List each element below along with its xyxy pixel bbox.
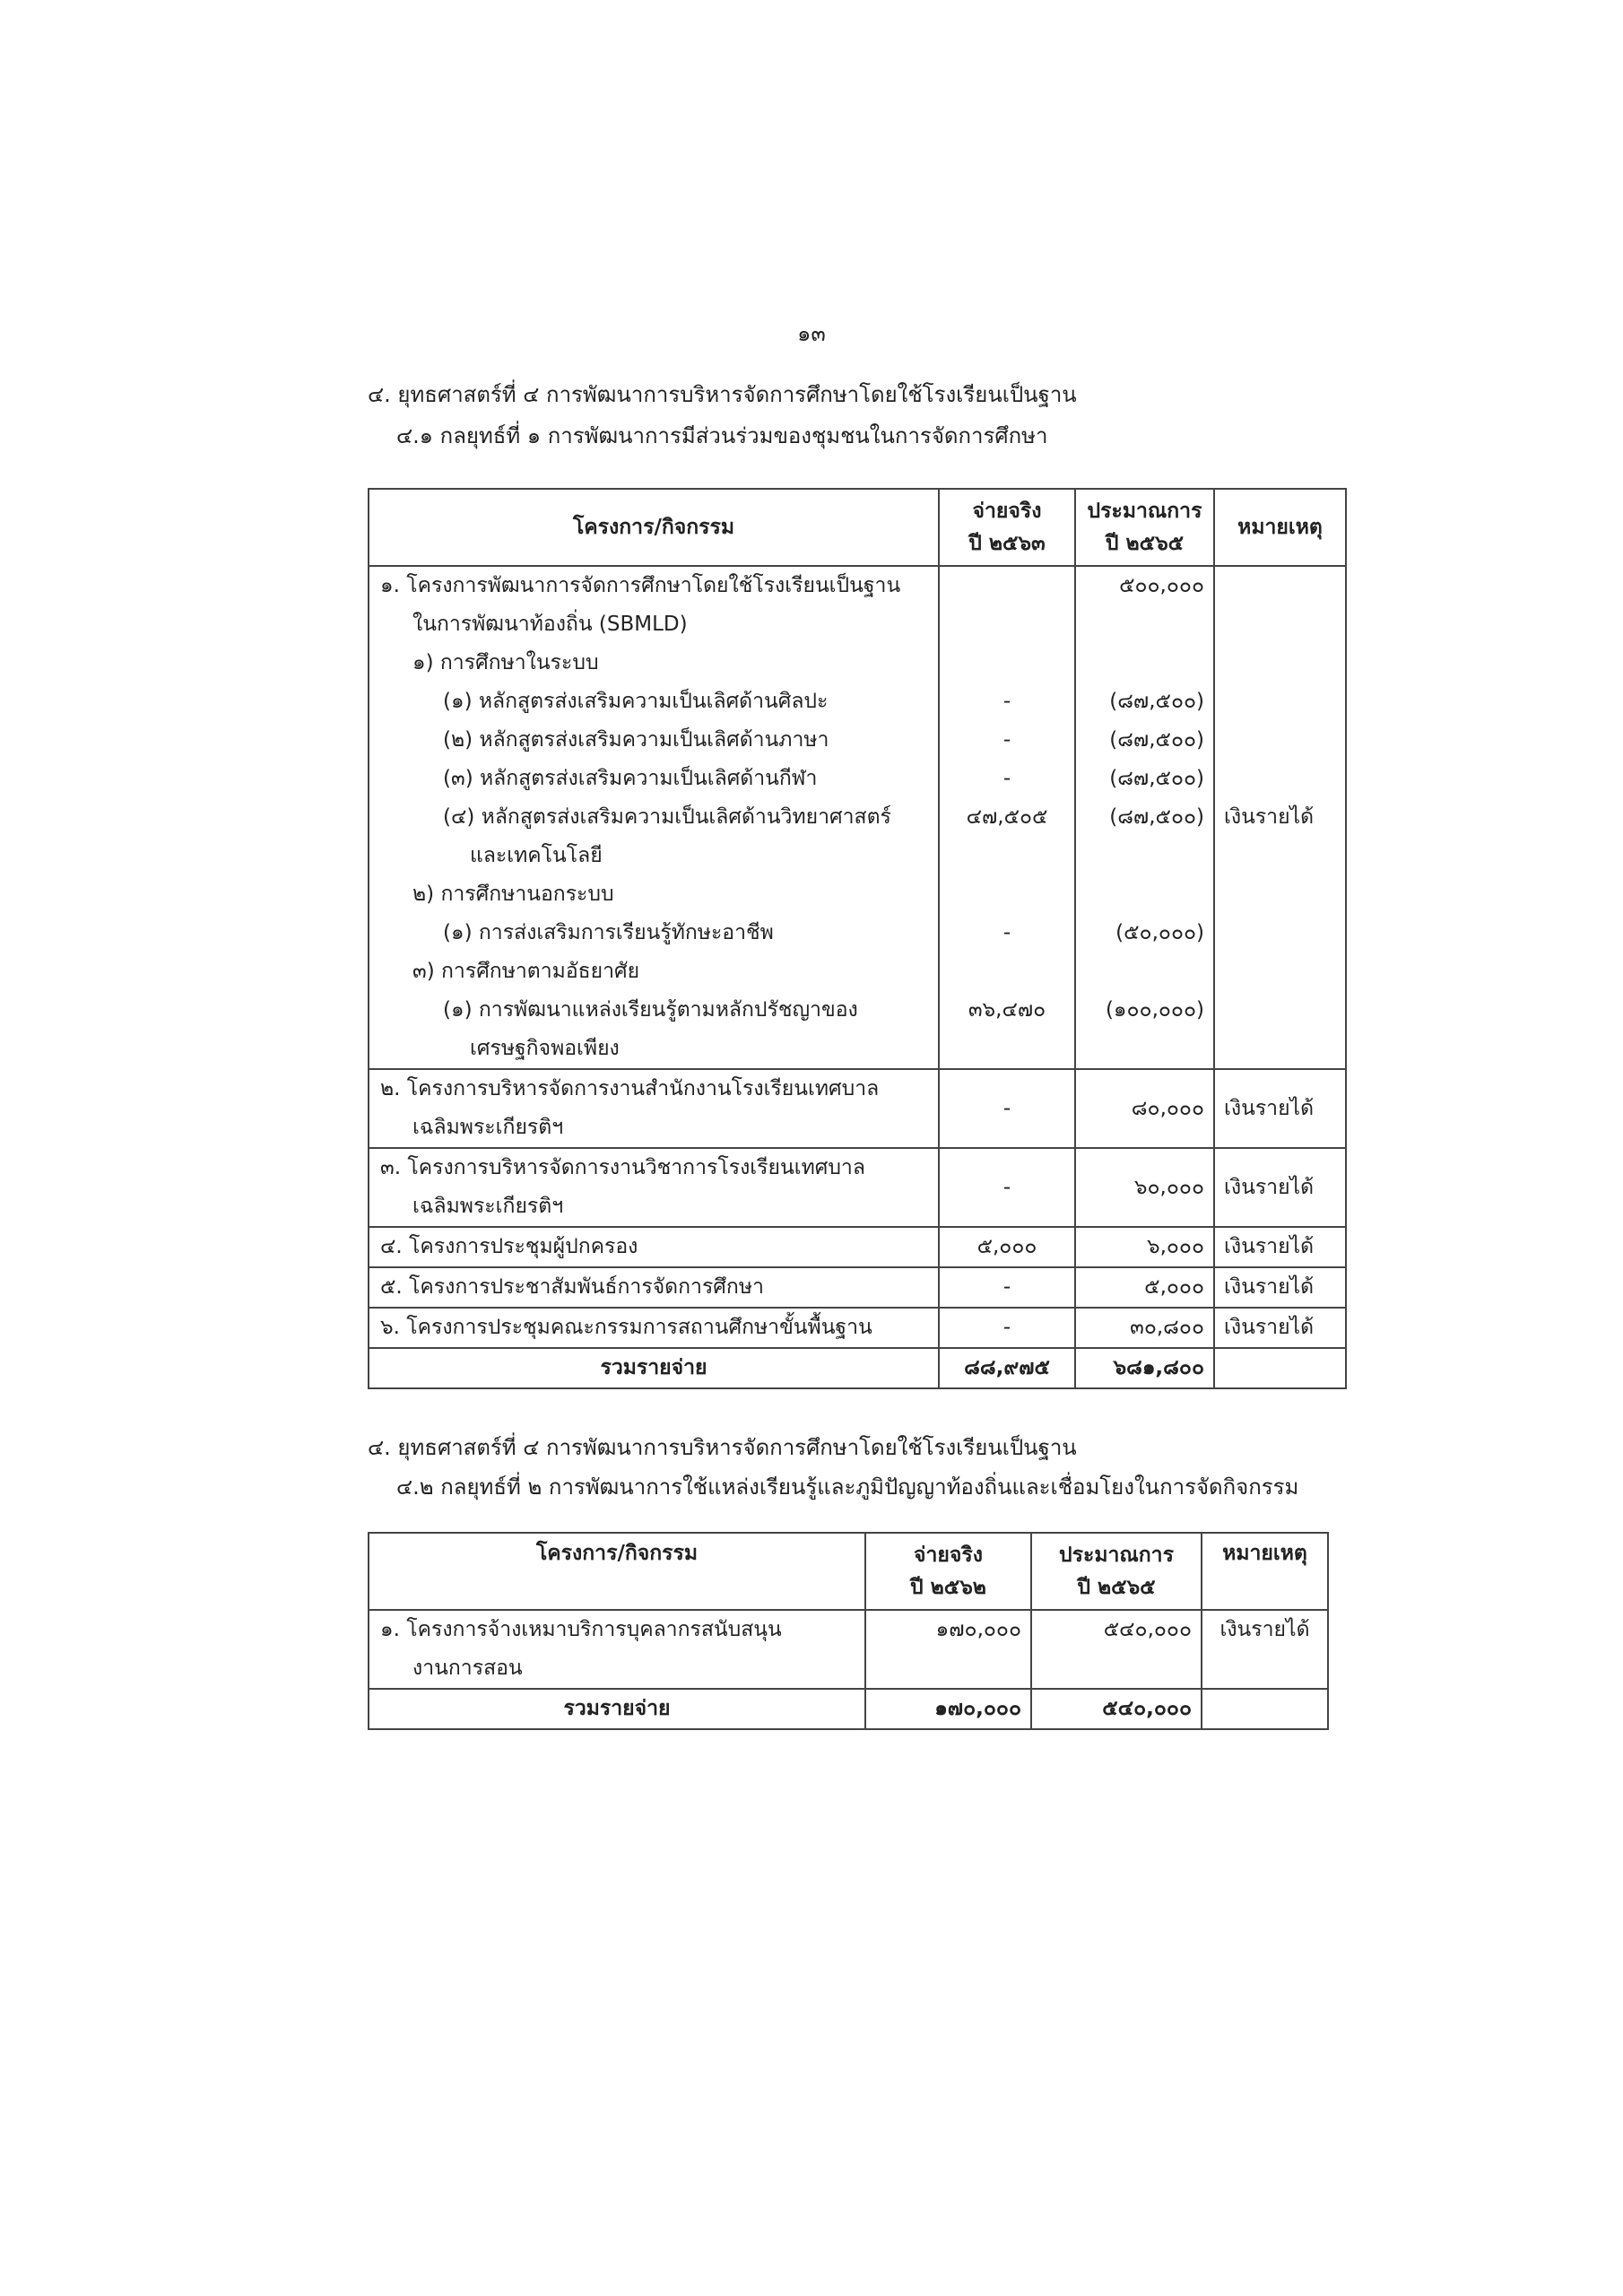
section2-subheading: ๔.๒ กลยุทธ์ที่ ๒ การพัฒนาการใช้แหล่งเรียนรู้และภูมิปัญญาท้องถิ่นและเชื่อมโยงในการจัดกิจกรรม xyxy=(396,1474,1299,1500)
header-estimate xyxy=(1075,489,1214,566)
project-4-estimate xyxy=(1075,1227,1214,1267)
actual-value: ๕,๐๐๐ xyxy=(976,1235,1037,1258)
actual-value xyxy=(940,837,1074,875)
remark-value xyxy=(1224,952,1345,991)
project-3-estimate xyxy=(1075,1148,1214,1227)
activity-line: ๒. โครงการบริหารจัดการงานสำนักงานโรงเรียนเทศบาล xyxy=(380,1077,880,1100)
activity-line: และเทคโนโลยี xyxy=(470,844,603,867)
activity-line: (๓) หลักสูตรส่งเสริมความเป็นเลิศด้านกีฬา xyxy=(443,767,818,790)
project-4-actual xyxy=(939,1227,1075,1267)
remark-value xyxy=(1224,837,1345,875)
remark-value: เงินรายได้ xyxy=(1224,1096,1315,1120)
activity-line: เศรษฐกิจพอเพียง xyxy=(470,1037,620,1060)
remark-value xyxy=(1224,721,1345,760)
activity-line: (๑) หลักสูตรส่งเสริมความเป็นเลิศด้านศิลปะ xyxy=(443,690,829,713)
table-row xyxy=(369,1227,1346,1267)
header-estimate xyxy=(1031,1533,1202,1610)
strategy-4-2-budget-table xyxy=(368,1532,1329,1730)
remark-value xyxy=(1224,760,1345,798)
activity-line: ๓. โครงการบริหารจัดการงานวิชาการโรงเรียนเทศบาล xyxy=(380,1156,865,1179)
project-1-remark xyxy=(1214,566,1346,1069)
total-actual xyxy=(865,1689,1031,1729)
project-3-remark xyxy=(1214,1148,1346,1227)
activity-line: ๖. โครงการประชุมคณะกรรมการสถานศึกษาขั้นพื้นฐาน xyxy=(380,1316,872,1339)
estimate-value: (๕๐,๐๐๐) xyxy=(1115,921,1204,944)
remark-value: เงินรายได้ xyxy=(1219,1618,1310,1641)
actual-value: - xyxy=(1002,1316,1011,1339)
activity-line: (๑) การพัฒนาแหล่งเรียนรู้ตามหลักปรัชญาของ xyxy=(443,998,858,1022)
activity-line: (๑) การส่งเสริมการเรียนรู้ทักษะอาชีพ xyxy=(443,921,774,944)
total-label-text: รวมรายจ่าย xyxy=(600,1356,707,1379)
estimate-value xyxy=(1076,605,1204,644)
activity-line: งานการสอน xyxy=(412,1657,523,1680)
project-2-activity xyxy=(369,1069,939,1148)
total-estimate xyxy=(1075,1348,1214,1388)
header-actual-line2: ปี ๒๕๖๒ xyxy=(910,1576,986,1599)
estimate-value: (๘๗,๕๐๐) xyxy=(1109,767,1204,790)
remark-value xyxy=(1224,567,1345,605)
actual-value xyxy=(940,952,1074,991)
project-6-activity xyxy=(369,1308,939,1348)
activity-line: ๕. โครงการประชาสัมพันธ์การจัดการศึกษา xyxy=(380,1275,764,1299)
header-actual xyxy=(865,1533,1031,1610)
project-6-remark xyxy=(1214,1308,1346,1348)
actual-value xyxy=(940,605,1074,644)
remark-value: เงินรายได้ xyxy=(1224,1316,1315,1339)
activity-line: ๑) การศึกษาในระบบ xyxy=(412,651,599,674)
section2-heading: ๔. ยุทธศาสตร์ที่ ๔ การพัฒนาการบริหารจัดการศึกษาโดยใช้โรงเรียนเป็นฐาน xyxy=(368,1435,1077,1460)
project-1-remark xyxy=(1202,1610,1328,1689)
total-label xyxy=(369,1689,865,1729)
project-5-estimate xyxy=(1075,1267,1214,1308)
total-row xyxy=(369,1689,1328,1729)
activity-line: (๔) หลักสูตรส่งเสริมความเป็นเลิศด้านวิทยาศาสตร์ xyxy=(443,805,891,829)
total-row xyxy=(369,1348,1346,1388)
total-estimate-value: ๕๔๐,๐๐๐ xyxy=(1102,1697,1192,1720)
remark-value xyxy=(1224,605,1345,644)
estimate-value xyxy=(1076,644,1204,683)
remark-value: เงินรายได้ xyxy=(1224,805,1315,829)
project-1-estimate xyxy=(1075,566,1214,1069)
total-actual xyxy=(939,1348,1075,1388)
actual-value: - xyxy=(1002,767,1011,790)
estimate-value: ๖๐,๐๐๐ xyxy=(1133,1175,1204,1199)
project-1-activity xyxy=(369,1610,865,1689)
header-remark: หมายเหตุ xyxy=(1214,489,1346,566)
remark-value xyxy=(1224,683,1345,721)
header-activity: โครงการ/กิจกรรม xyxy=(369,489,939,566)
strategy-4-1-budget-table xyxy=(368,488,1347,1389)
activity-line: ในการพัฒนาท้องถิ่น (SBMLD) xyxy=(412,613,688,636)
estimate-value: ๓๐,๘๐๐ xyxy=(1130,1316,1204,1339)
header-actual-line1: จ่ายจริง xyxy=(914,1544,983,1567)
table-row xyxy=(369,1610,1328,1689)
total-remark xyxy=(1214,1348,1346,1388)
actual-value: - xyxy=(1002,728,1011,752)
total-label-text: รวมรายจ่าย xyxy=(563,1697,671,1720)
estimate-value: (๘๗,๕๐๐) xyxy=(1109,690,1204,713)
estimate-value xyxy=(1076,875,1204,914)
project-1-actual xyxy=(939,566,1075,1069)
header-estimate-line2: ปี ๒๕๖๕ xyxy=(1077,1576,1156,1599)
total-estimate xyxy=(1031,1689,1202,1729)
header-estimate-line1: ประมาณการ xyxy=(1059,1544,1174,1567)
project-2-remark xyxy=(1214,1069,1346,1148)
estimate-value xyxy=(1076,952,1204,991)
header-actual-line2: ปี ๒๕๖๓ xyxy=(968,532,1046,555)
header-estimate-line1: ประมาณการ xyxy=(1087,500,1202,523)
total-actual-value: ๘๘,๙๗๕ xyxy=(964,1356,1050,1379)
actual-value xyxy=(940,567,1074,605)
header-estimate-line2: ปี ๒๕๖๕ xyxy=(1105,532,1185,555)
remark-value: เงินรายได้ xyxy=(1224,1275,1315,1299)
estimate-value: ๕๔๐,๐๐๐ xyxy=(1103,1618,1192,1641)
project-5-remark xyxy=(1214,1267,1346,1308)
project-2-actual xyxy=(939,1069,1075,1148)
table-header-row xyxy=(369,489,1346,566)
activity-line: เฉลิมพระเกียรติฯ xyxy=(412,1116,564,1139)
estimate-value: (๑๐๐,๐๐๐) xyxy=(1105,998,1204,1022)
estimate-value xyxy=(1076,1030,1204,1068)
estimate-value: ๕,๐๐๐ xyxy=(1144,1275,1204,1299)
activity-line: ๒) การศึกษานอกระบบ xyxy=(412,883,614,906)
remark-value: เงินรายได้ xyxy=(1224,1175,1315,1199)
page-number: ๑๓ xyxy=(797,321,826,346)
remark-value xyxy=(1224,1030,1345,1068)
activity-line: ๑. โครงการจ้างเหมาบริการบุคลากรสนับสนุน xyxy=(380,1618,782,1641)
project-6-actual xyxy=(939,1308,1075,1348)
actual-value: - xyxy=(1002,921,1011,944)
estimate-value: (๘๗,๕๐๐) xyxy=(1109,805,1204,829)
table-row xyxy=(369,1148,1346,1227)
actual-value xyxy=(940,1030,1074,1068)
section1-subheading: ๔.๑ กลยุทธ์ที่ ๑ การพัฒนาการมีส่วนร่วมของชุมชนในการจัดการศึกษา xyxy=(396,423,1048,448)
remark-value xyxy=(1224,914,1345,952)
total-actual-value: ๑๗๐,๐๐๐ xyxy=(934,1697,1021,1720)
project-1-actual xyxy=(865,1610,1031,1689)
project-1-estimate xyxy=(1031,1610,1202,1689)
activity-line: ๔. โครงการประชุมผู้ปกครอง xyxy=(380,1235,638,1258)
project-4-remark xyxy=(1214,1227,1346,1267)
actual-value: ๓๖,๔๗๐ xyxy=(968,998,1046,1022)
actual-value: - xyxy=(1002,1275,1011,1299)
actual-value: - xyxy=(1002,1096,1011,1120)
table-row xyxy=(369,1267,1346,1308)
table-row xyxy=(369,1069,1346,1148)
estimate-value: ๕๐๐,๐๐๐ xyxy=(1119,574,1204,597)
actual-value xyxy=(940,644,1074,683)
total-estimate-value: ๖๘๑,๘๐๐ xyxy=(1113,1356,1204,1379)
project-5-activity xyxy=(369,1267,939,1308)
header-remark: หมายเหตุ xyxy=(1202,1533,1328,1610)
project-6-estimate xyxy=(1075,1308,1214,1348)
table-header-row xyxy=(369,1533,1328,1610)
actual-value: ๔๗,๕๐๕ xyxy=(966,805,1048,829)
activity-line: (๒) หลักสูตรส่งเสริมความเป็นเลิศด้านภาษา xyxy=(443,728,829,752)
project-4-activity xyxy=(369,1227,939,1267)
header-actual xyxy=(939,489,1075,566)
project-2-estimate xyxy=(1075,1069,1214,1148)
activity-line: ๑. โครงการพัฒนาการจัดการศึกษาโดยใช้โรงเรียนเป็นฐาน xyxy=(380,574,901,597)
estimate-value: (๘๗,๕๐๐) xyxy=(1109,728,1204,752)
actual-value: - xyxy=(1002,1175,1011,1199)
actual-value xyxy=(940,875,1074,914)
table-row xyxy=(369,566,1346,1069)
remark-value xyxy=(1224,875,1345,914)
total-label xyxy=(369,1348,939,1388)
estimate-value: ๖,๐๐๐ xyxy=(1146,1235,1204,1258)
activity-line: ๓) การศึกษาตามอัธยาศัย xyxy=(412,960,640,983)
estimate-value xyxy=(1076,837,1204,875)
actual-value: - xyxy=(1002,690,1011,713)
total-remark xyxy=(1202,1689,1328,1729)
project-1-activity xyxy=(369,566,939,1069)
header-actual-line1: จ่ายจริง xyxy=(972,500,1042,523)
remark-value xyxy=(1224,644,1345,683)
project-5-actual xyxy=(939,1267,1075,1308)
section1-heading: ๔. ยุทธศาสตร์ที่ ๔ การพัฒนาการบริหารจัดการศึกษาโดยใช้โรงเรียนเป็นฐาน xyxy=(368,382,1077,407)
activity-line: เฉลิมพระเกียรติฯ xyxy=(412,1195,564,1218)
estimate-value: ๘๐,๐๐๐ xyxy=(1131,1096,1204,1120)
remark-value: เงินรายได้ xyxy=(1224,1235,1315,1258)
table-row xyxy=(369,1308,1346,1348)
remark-value xyxy=(1224,991,1345,1030)
project-3-actual xyxy=(939,1148,1075,1227)
project-3-activity xyxy=(369,1148,939,1227)
header-activity: โครงการ/กิจกรรม xyxy=(369,1533,865,1610)
actual-value: ๑๗๐,๐๐๐ xyxy=(935,1618,1021,1641)
